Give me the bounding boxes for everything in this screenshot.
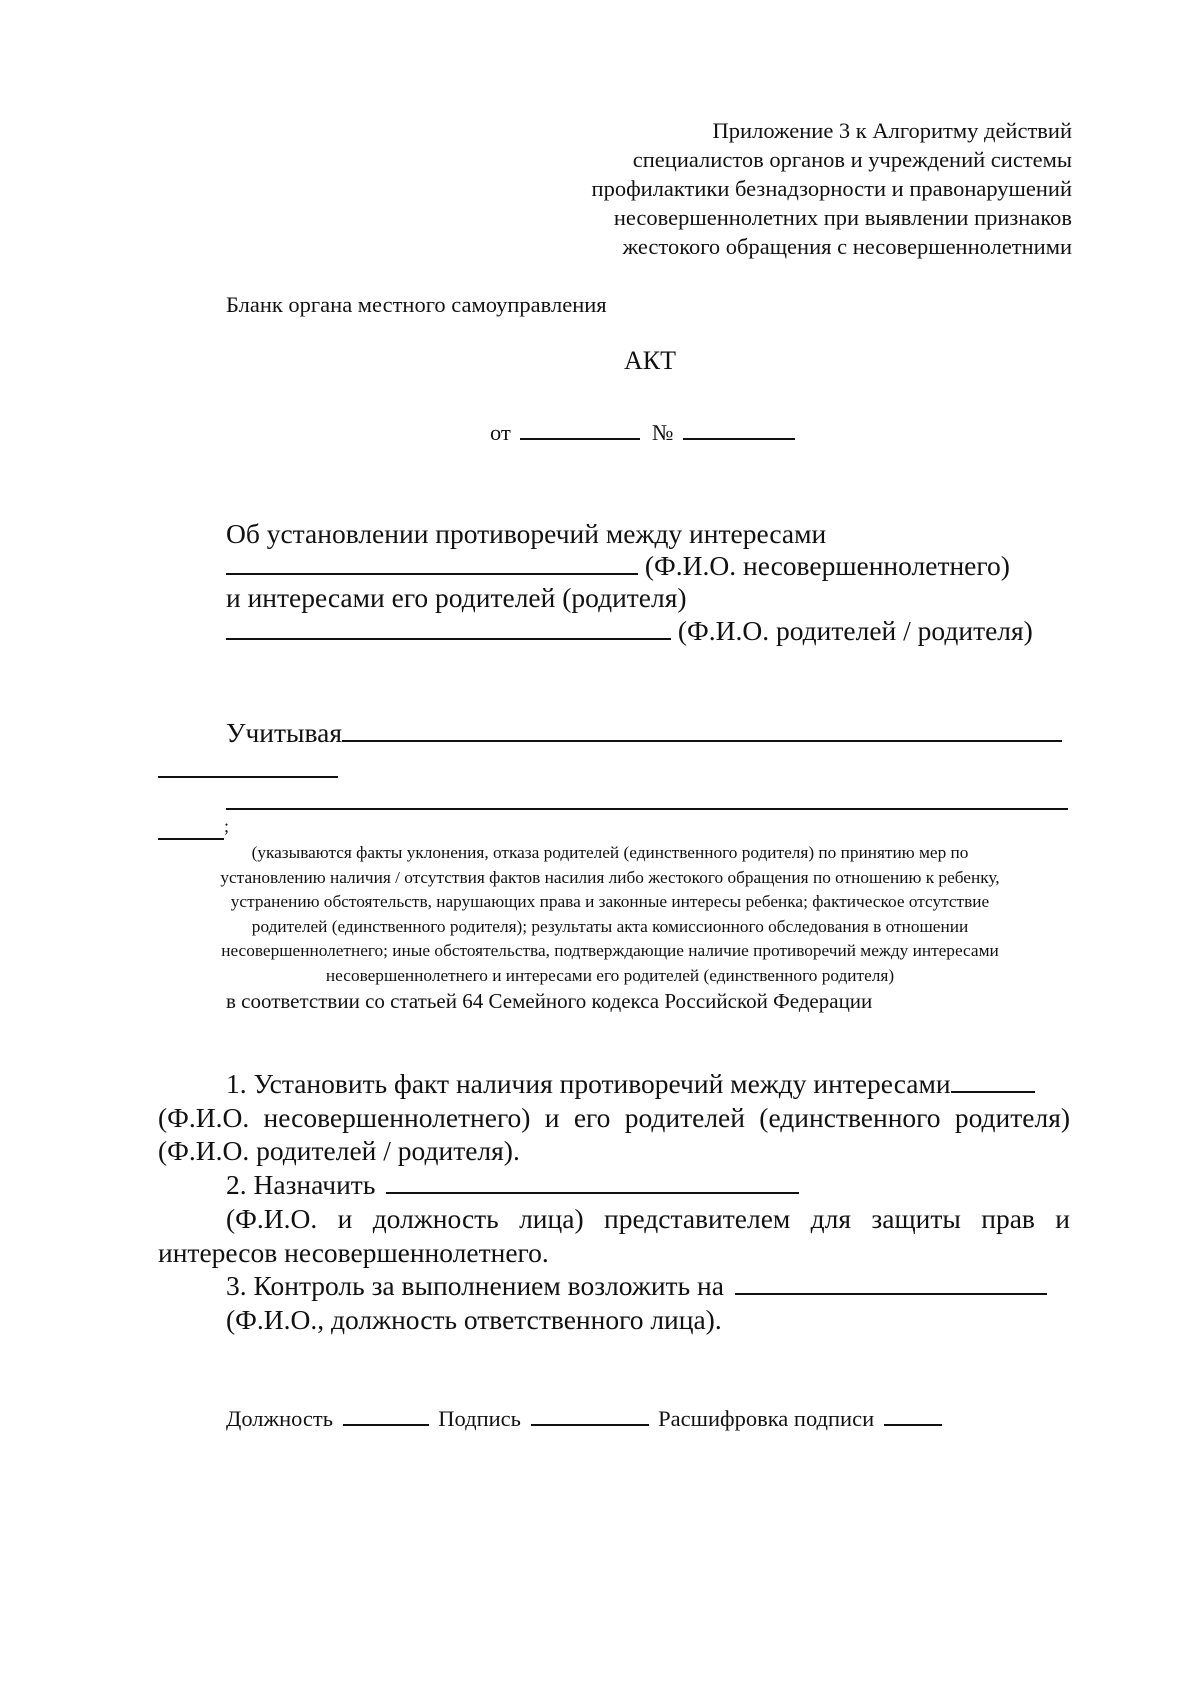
number-blank [683, 438, 795, 440]
page-title: АКТ [624, 346, 676, 375]
header-line: жестокого обращения с несовершеннолетними [622, 234, 1072, 259]
item-1-blank [951, 1091, 1035, 1093]
header-line: профилактики безнадзорности и правонарушений [591, 176, 1072, 201]
signature-blank [531, 1424, 649, 1426]
note-line: родителей (единственного родителя); результаты акта комиссионного обследования в отношении [251, 916, 969, 936]
note-line: несовершеннолетнего; иные обстоятельства, подтверждающие наличие противоречий между интересами [221, 941, 999, 961]
item-3-line-2: (Ф.И.О., должность ответственного лица). [226, 1304, 722, 1335]
note-line: (указываются факты уклонения, отказа родителей (единственного родителя) по принятию мер по [251, 843, 969, 862]
header-line: несовершеннолетних при выявлении признаков [613, 205, 1072, 230]
item-2-line-2: (Ф.И.О. и должность лица) представителем для защиты прав и [226, 1203, 1070, 1234]
considering-blank-2 [158, 776, 338, 778]
decoding-blank [884, 1424, 942, 1426]
semicolon: ; [224, 816, 230, 836]
date-from-label: от [490, 420, 511, 445]
item-2-line-1 [226, 1169, 799, 1201]
considering-line [226, 717, 1062, 749]
appendix-header [592, 116, 1072, 261]
considering-blank [342, 740, 1062, 742]
minor-name-blank [226, 573, 638, 575]
representative-blank [386, 1192, 799, 1194]
decoding-label: Расшифровка подписи [658, 1406, 875, 1431]
item-1-line-1 [226, 1068, 1035, 1100]
item-1-text: 1. Установить факт наличия противоречий между интересами [226, 1068, 951, 1099]
note-line: несовершеннолетнего и интересами его родителей (единственного родителя) [325, 965, 895, 985]
note-line: установлению наличия / отсутствия фактов насилия либо жестокого обращения по отношению к ребенку, [220, 867, 1000, 887]
parent-name-caption: (Ф.И.О. родителей / родителя) [677, 615, 1033, 646]
considering-blank-3 [226, 808, 1068, 810]
subject-line-4 [226, 615, 1033, 647]
note-line: устранению обстоятельств, нарушающих права и законные интересы ребенка; фактическое отсутствие [230, 892, 990, 912]
item-3-line-1 [226, 1270, 1047, 1302]
minor-name-caption: (Ф.И.О. несовершеннолетнего) [644, 550, 1010, 581]
date-blank [520, 438, 640, 440]
subject-line-2 [226, 550, 1010, 582]
considering-label: Учитывая [226, 717, 342, 748]
item-1-line-2: (Ф.И.О. несовершеннолетнего) и его родителей (единственного родителя) [158, 1102, 1070, 1133]
item-1-line-3: (Ф.И.О. родителей / родителя). [158, 1135, 520, 1166]
subject-line-3: и интересами его родителей (родителя) [226, 582, 687, 613]
header-line: специалистов органов и учреждений системы [632, 147, 1072, 172]
signature-line [226, 1406, 942, 1432]
blank-label: Бланк органа местного самоуправления [226, 292, 607, 317]
subject-line-1: Об установлении противоречий между интересами [226, 518, 827, 549]
parent-name-blank [226, 638, 671, 640]
position-blank [343, 1424, 429, 1426]
date-number-line [490, 420, 795, 446]
signature-label: Подпись [438, 1406, 521, 1431]
number-sign: № [652, 420, 674, 445]
explanatory-note [150, 841, 1070, 989]
item-2-text: 2. Назначить [226, 1169, 376, 1200]
position-label: Должность [226, 1406, 334, 1431]
header-line: Приложение 3 к Алгоритму действий [712, 118, 1072, 143]
item-2-line-3: интересов несовершеннолетнего. [158, 1237, 549, 1268]
responsible-blank [735, 1293, 1047, 1295]
accordance-line: в соответствии со статьей 64 Семейного кодекса Российской Федерации [226, 989, 873, 1013]
item-3-text: 3. Контроль за выполнением возложить на [226, 1270, 724, 1301]
